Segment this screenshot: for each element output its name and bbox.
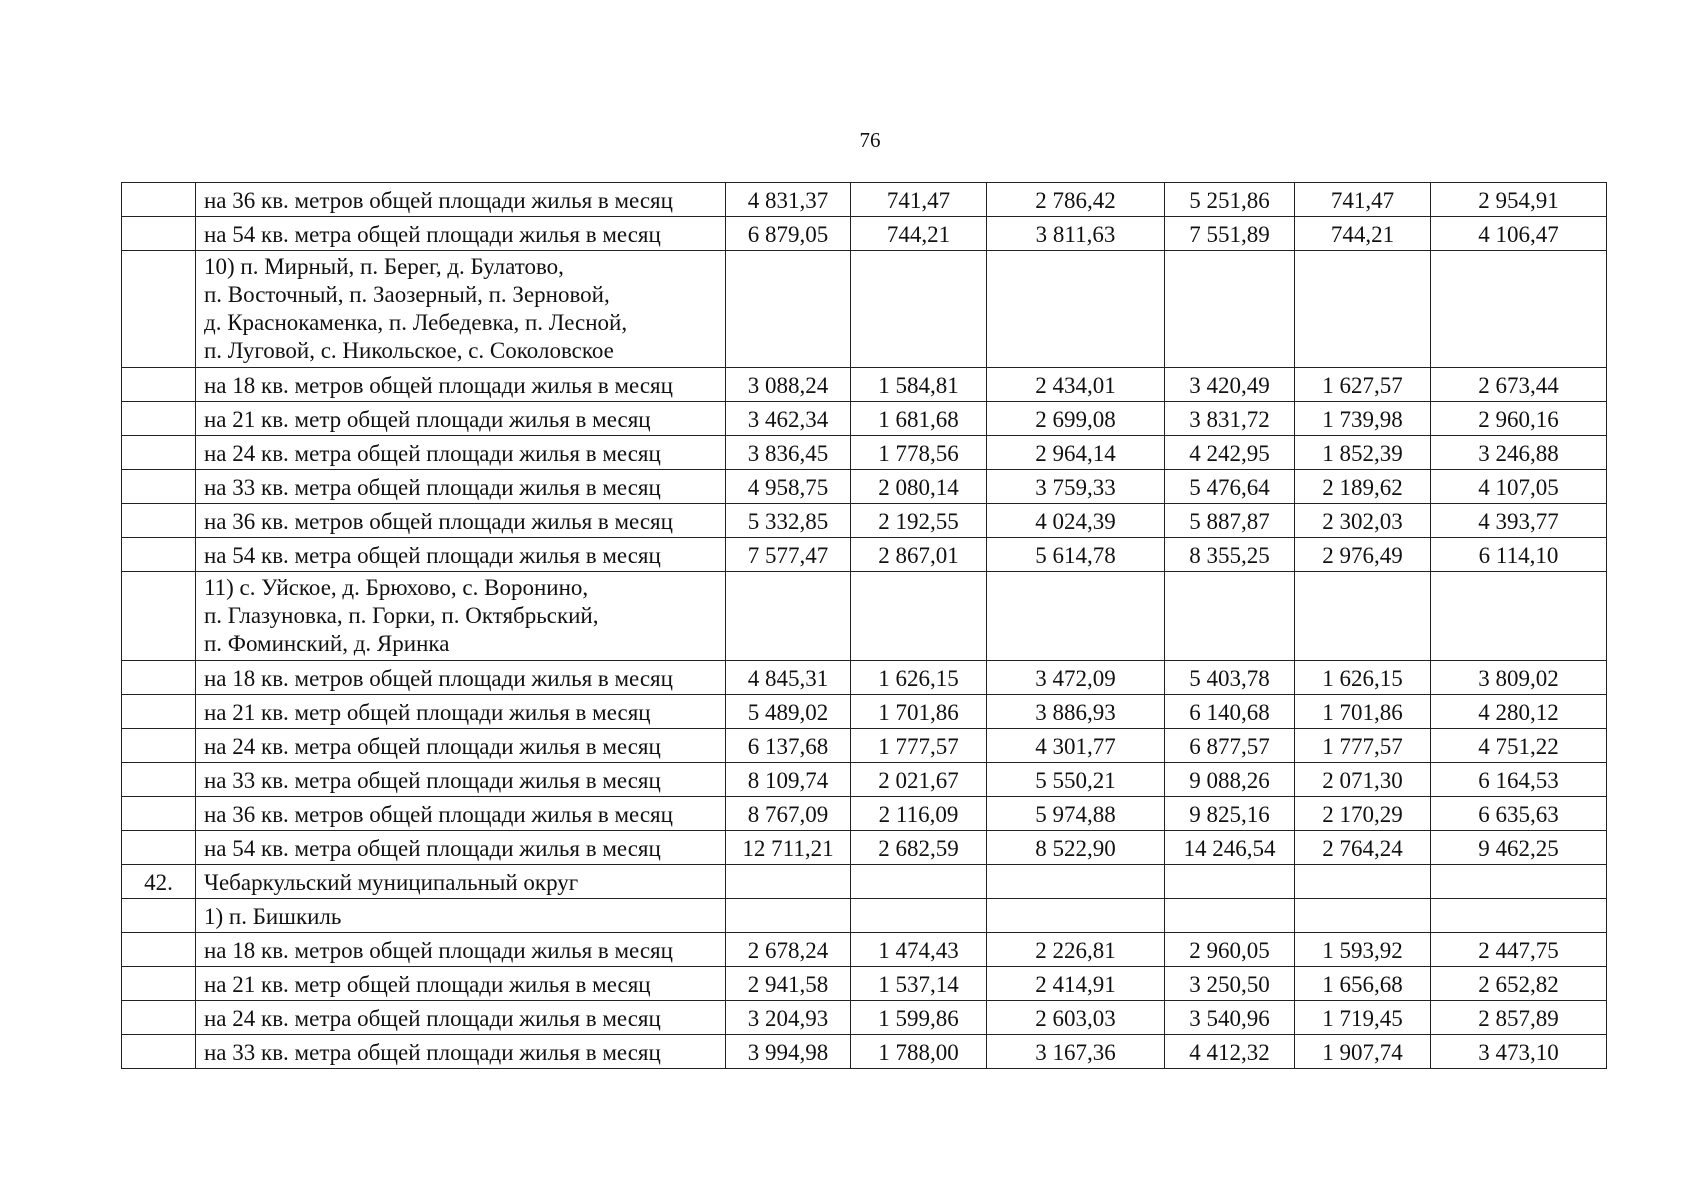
value-col-1-cell: 6 137,68 [726, 729, 851, 763]
row-number-cell [122, 251, 196, 368]
value-col-3-cell: 2 434,01 [987, 368, 1165, 402]
value-col-1-cell: 3 836,45 [726, 436, 851, 470]
table-row [122, 470, 1607, 504]
value-col-5-cell: 1 852,39 [1295, 436, 1431, 470]
value-col-6-cell: 2 652,82 [1431, 967, 1607, 1001]
value-col-5-cell: 2 302,03 [1295, 504, 1431, 538]
row-number-cell [122, 899, 196, 933]
row-description-cell: на 36 кв. метров общей площади жилья в месяц [196, 797, 726, 831]
value-col-1-cell: 4 831,37 [726, 183, 851, 217]
row-number-cell [122, 436, 196, 470]
value-col-3-cell: 2 603,03 [987, 1001, 1165, 1035]
value-col-6-cell: 4 280,12 [1431, 695, 1607, 729]
value-col-6-cell [1431, 899, 1607, 933]
value-col-2-cell: 1 599,86 [851, 1001, 987, 1035]
value-col-4-cell [1165, 899, 1295, 933]
value-col-2-cell: 2 682,59 [851, 831, 987, 865]
table-row [122, 183, 1607, 217]
row-number-cell [122, 217, 196, 251]
table-body [122, 183, 1607, 1069]
value-col-2-cell: 2 867,01 [851, 538, 987, 572]
row-description-cell: 11) с. Уйское, д. Брюхово, с. Воронино, п. Глазуновка, п. Горки, п. Октябрьский, п. Фоминский, д. Яринка [196, 572, 726, 661]
value-col-4-cell: 3 420,49 [1165, 368, 1295, 402]
value-col-5-cell: 1 739,98 [1295, 402, 1431, 436]
table-row [122, 436, 1607, 470]
value-col-6-cell: 2 857,89 [1431, 1001, 1607, 1035]
value-col-3-cell: 5 974,88 [987, 797, 1165, 831]
table-row [122, 538, 1607, 572]
row-description-cell: на 24 кв. метра общей площади жилья в месяц [196, 729, 726, 763]
row-description-cell: на 36 кв. метров общей площади жилья в месяц [196, 504, 726, 538]
value-col-4-cell: 5 887,87 [1165, 504, 1295, 538]
row-number-cell [122, 1035, 196, 1069]
value-col-6-cell: 6 164,53 [1431, 763, 1607, 797]
value-col-2-cell: 1 788,00 [851, 1035, 987, 1069]
value-col-2-cell [851, 572, 987, 661]
row-number-cell [122, 797, 196, 831]
value-col-3-cell: 4 024,39 [987, 504, 1165, 538]
row-number-cell [122, 504, 196, 538]
value-col-3-cell [987, 251, 1165, 368]
row-description-cell: на 54 кв. метра общей площади жилья в месяц [196, 538, 726, 572]
value-col-3-cell [987, 899, 1165, 933]
value-col-5-cell: 2 764,24 [1295, 831, 1431, 865]
value-col-5-cell: 2 189,62 [1295, 470, 1431, 504]
table-row [122, 729, 1607, 763]
value-col-3-cell: 2 699,08 [987, 402, 1165, 436]
value-col-5-cell: 1 777,57 [1295, 729, 1431, 763]
value-col-6-cell: 3 473,10 [1431, 1035, 1607, 1069]
table-row [122, 967, 1607, 1001]
row-description-cell: Чебаркульский муниципальный округ [196, 865, 726, 899]
value-col-4-cell: 8 355,25 [1165, 538, 1295, 572]
value-col-1-cell: 4 845,31 [726, 661, 851, 695]
value-col-6-cell: 3 809,02 [1431, 661, 1607, 695]
value-col-2-cell: 1 777,57 [851, 729, 987, 763]
value-col-4-cell [1165, 865, 1295, 899]
value-col-3-cell: 2 226,81 [987, 933, 1165, 967]
value-col-3-cell: 5 614,78 [987, 538, 1165, 572]
value-col-6-cell: 4 751,22 [1431, 729, 1607, 763]
value-col-1-cell: 3 088,24 [726, 368, 851, 402]
value-col-5-cell [1295, 572, 1431, 661]
value-col-6-cell: 6 114,10 [1431, 538, 1607, 572]
value-col-5-cell: 1 907,74 [1295, 1035, 1431, 1069]
table-row [122, 1035, 1607, 1069]
value-col-2-cell: 2 021,67 [851, 763, 987, 797]
value-col-5-cell: 1 701,86 [1295, 695, 1431, 729]
value-col-4-cell: 5 403,78 [1165, 661, 1295, 695]
value-col-4-cell: 6 877,57 [1165, 729, 1295, 763]
row-description-cell: 1) п. Бишкиль [196, 899, 726, 933]
row-number-cell [122, 763, 196, 797]
value-col-4-cell: 3 540,96 [1165, 1001, 1295, 1035]
row-number-cell [122, 661, 196, 695]
value-col-1-cell: 8 767,09 [726, 797, 851, 831]
value-col-4-cell: 2 960,05 [1165, 933, 1295, 967]
value-col-1-cell: 3 994,98 [726, 1035, 851, 1069]
row-description-cell: на 21 кв. метр общей площади жилья в месяц [196, 967, 726, 1001]
value-col-2-cell: 2 080,14 [851, 470, 987, 504]
row-description-cell: на 33 кв. метра общей площади жилья в месяц [196, 763, 726, 797]
value-col-1-cell: 4 958,75 [726, 470, 851, 504]
value-col-5-cell: 2 071,30 [1295, 763, 1431, 797]
value-col-5-cell [1295, 865, 1431, 899]
value-col-2-cell [851, 865, 987, 899]
value-col-4-cell: 5 476,64 [1165, 470, 1295, 504]
value-col-4-cell: 4 242,95 [1165, 436, 1295, 470]
value-col-3-cell: 3 167,36 [987, 1035, 1165, 1069]
table-row [122, 572, 1607, 661]
value-col-2-cell: 1 584,81 [851, 368, 987, 402]
table-row [122, 661, 1607, 695]
value-col-3-cell: 3 811,63 [987, 217, 1165, 251]
value-col-4-cell [1165, 251, 1295, 368]
value-col-5-cell [1295, 251, 1431, 368]
row-number-cell [122, 183, 196, 217]
value-col-5-cell [1295, 899, 1431, 933]
value-col-5-cell: 741,47 [1295, 183, 1431, 217]
value-col-2-cell: 744,21 [851, 217, 987, 251]
value-col-2-cell: 1 474,43 [851, 933, 987, 967]
value-col-4-cell: 5 251,86 [1165, 183, 1295, 217]
row-number-cell [122, 695, 196, 729]
row-number-cell [122, 470, 196, 504]
table-row [122, 899, 1607, 933]
row-description-cell: на 54 кв. метра общей площади жилья в месяц [196, 831, 726, 865]
value-col-3-cell: 2 964,14 [987, 436, 1165, 470]
row-number-cell [122, 1001, 196, 1035]
value-col-6-cell: 4 393,77 [1431, 504, 1607, 538]
row-number-cell [122, 831, 196, 865]
value-col-6-cell: 2 954,91 [1431, 183, 1607, 217]
value-col-1-cell: 5 332,85 [726, 504, 851, 538]
value-col-3-cell [987, 865, 1165, 899]
value-col-5-cell: 2 976,49 [1295, 538, 1431, 572]
value-col-4-cell: 9 088,26 [1165, 763, 1295, 797]
row-description-cell: на 21 кв. метр общей площади жилья в месяц [196, 402, 726, 436]
table-row [122, 933, 1607, 967]
value-col-3-cell: 3 759,33 [987, 470, 1165, 504]
value-col-6-cell: 2 673,44 [1431, 368, 1607, 402]
row-description-cell: на 36 кв. метров общей площади жилья в месяц [196, 183, 726, 217]
value-col-1-cell [726, 899, 851, 933]
value-col-6-cell [1431, 572, 1607, 661]
value-col-6-cell: 2 447,75 [1431, 933, 1607, 967]
value-col-6-cell: 4 107,05 [1431, 470, 1607, 504]
value-col-5-cell: 1 656,68 [1295, 967, 1431, 1001]
value-col-1-cell [726, 572, 851, 661]
row-description-cell: на 24 кв. метра общей площади жилья в месяц [196, 436, 726, 470]
table-row [122, 504, 1607, 538]
value-col-1-cell: 6 879,05 [726, 217, 851, 251]
value-col-1-cell [726, 865, 851, 899]
value-col-1-cell: 7 577,47 [726, 538, 851, 572]
value-col-2-cell: 2 192,55 [851, 504, 987, 538]
table-row [122, 695, 1607, 729]
value-col-2-cell: 1 681,68 [851, 402, 987, 436]
value-col-5-cell: 1 719,45 [1295, 1001, 1431, 1035]
row-number-cell [122, 933, 196, 967]
value-col-2-cell: 1 537,14 [851, 967, 987, 1001]
row-number-cell: 42. [122, 865, 196, 899]
value-col-5-cell: 2 170,29 [1295, 797, 1431, 831]
value-col-4-cell [1165, 572, 1295, 661]
value-col-2-cell: 1 701,86 [851, 695, 987, 729]
row-description-cell: на 33 кв. метра общей площади жилья в месяц [196, 1035, 726, 1069]
row-number-cell [122, 967, 196, 1001]
value-col-1-cell: 2 678,24 [726, 933, 851, 967]
value-col-6-cell: 3 246,88 [1431, 436, 1607, 470]
value-col-2-cell [851, 251, 987, 368]
value-col-2-cell: 741,47 [851, 183, 987, 217]
value-col-3-cell: 5 550,21 [987, 763, 1165, 797]
value-col-1-cell: 3 204,93 [726, 1001, 851, 1035]
value-col-6-cell: 6 635,63 [1431, 797, 1607, 831]
value-col-6-cell: 2 960,16 [1431, 402, 1607, 436]
value-col-5-cell: 1 593,92 [1295, 933, 1431, 967]
tariff-table [121, 182, 1607, 1069]
row-description-cell: на 18 кв. метров общей площади жилья в месяц [196, 933, 726, 967]
row-description-cell: 10) п. Мирный, п. Берег, д. Булатово, п. Восточный, п. Заозерный, п. Зерновой, д. Краснокаменка, п. Лебедевка, п. Лесной, п. Луговой, с. Никольское, с. Соколовское [196, 251, 726, 368]
value-col-3-cell: 2 414,91 [987, 967, 1165, 1001]
table-row [122, 763, 1607, 797]
value-col-1-cell [726, 251, 851, 368]
page-number: 76 [859, 128, 881, 152]
table-row [122, 251, 1607, 368]
value-col-6-cell: 4 106,47 [1431, 217, 1607, 251]
value-col-6-cell [1431, 251, 1607, 368]
value-col-2-cell: 2 116,09 [851, 797, 987, 831]
value-col-5-cell: 1 626,15 [1295, 661, 1431, 695]
row-number-cell [122, 729, 196, 763]
value-col-1-cell: 3 462,34 [726, 402, 851, 436]
value-col-2-cell: 1 626,15 [851, 661, 987, 695]
value-col-4-cell: 14 246,54 [1165, 831, 1295, 865]
value-col-4-cell: 3 250,50 [1165, 967, 1295, 1001]
value-col-5-cell: 1 627,57 [1295, 368, 1431, 402]
value-col-2-cell: 1 778,56 [851, 436, 987, 470]
table-row [122, 368, 1607, 402]
row-description-cell: на 21 кв. метр общей площади жилья в месяц [196, 695, 726, 729]
value-col-3-cell: 2 786,42 [987, 183, 1165, 217]
table-row [122, 1001, 1607, 1035]
value-col-1-cell: 2 941,58 [726, 967, 851, 1001]
value-col-4-cell: 7 551,89 [1165, 217, 1295, 251]
value-col-4-cell: 3 831,72 [1165, 402, 1295, 436]
row-description-cell: на 33 кв. метра общей площади жилья в месяц [196, 470, 726, 504]
value-col-4-cell: 6 140,68 [1165, 695, 1295, 729]
row-number-cell [122, 368, 196, 402]
row-description-cell: на 54 кв. метра общей площади жилья в месяц [196, 217, 726, 251]
table-row [122, 402, 1607, 436]
row-description-cell: на 18 кв. метров общей площади жилья в месяц [196, 661, 726, 695]
row-number-cell [122, 538, 196, 572]
value-col-3-cell: 3 886,93 [987, 695, 1165, 729]
value-col-3-cell [987, 572, 1165, 661]
value-col-4-cell: 4 412,32 [1165, 1035, 1295, 1069]
value-col-1-cell: 8 109,74 [726, 763, 851, 797]
value-col-6-cell: 9 462,25 [1431, 831, 1607, 865]
table-row [122, 831, 1607, 865]
table-row [122, 797, 1607, 831]
value-col-4-cell: 9 825,16 [1165, 797, 1295, 831]
value-col-5-cell: 744,21 [1295, 217, 1431, 251]
row-number-cell [122, 402, 196, 436]
value-col-3-cell: 3 472,09 [987, 661, 1165, 695]
value-col-1-cell: 5 489,02 [726, 695, 851, 729]
value-col-6-cell [1431, 865, 1607, 899]
value-col-2-cell [851, 899, 987, 933]
row-description-cell: на 24 кв. метра общей площади жилья в месяц [196, 1001, 726, 1035]
table-row [122, 865, 1607, 899]
row-description-cell: на 18 кв. метров общей площади жилья в месяц [196, 368, 726, 402]
table-row [122, 217, 1607, 251]
value-col-3-cell: 4 301,77 [987, 729, 1165, 763]
value-col-1-cell: 12 711,21 [726, 831, 851, 865]
value-col-3-cell: 8 522,90 [987, 831, 1165, 865]
row-number-cell [122, 572, 196, 661]
